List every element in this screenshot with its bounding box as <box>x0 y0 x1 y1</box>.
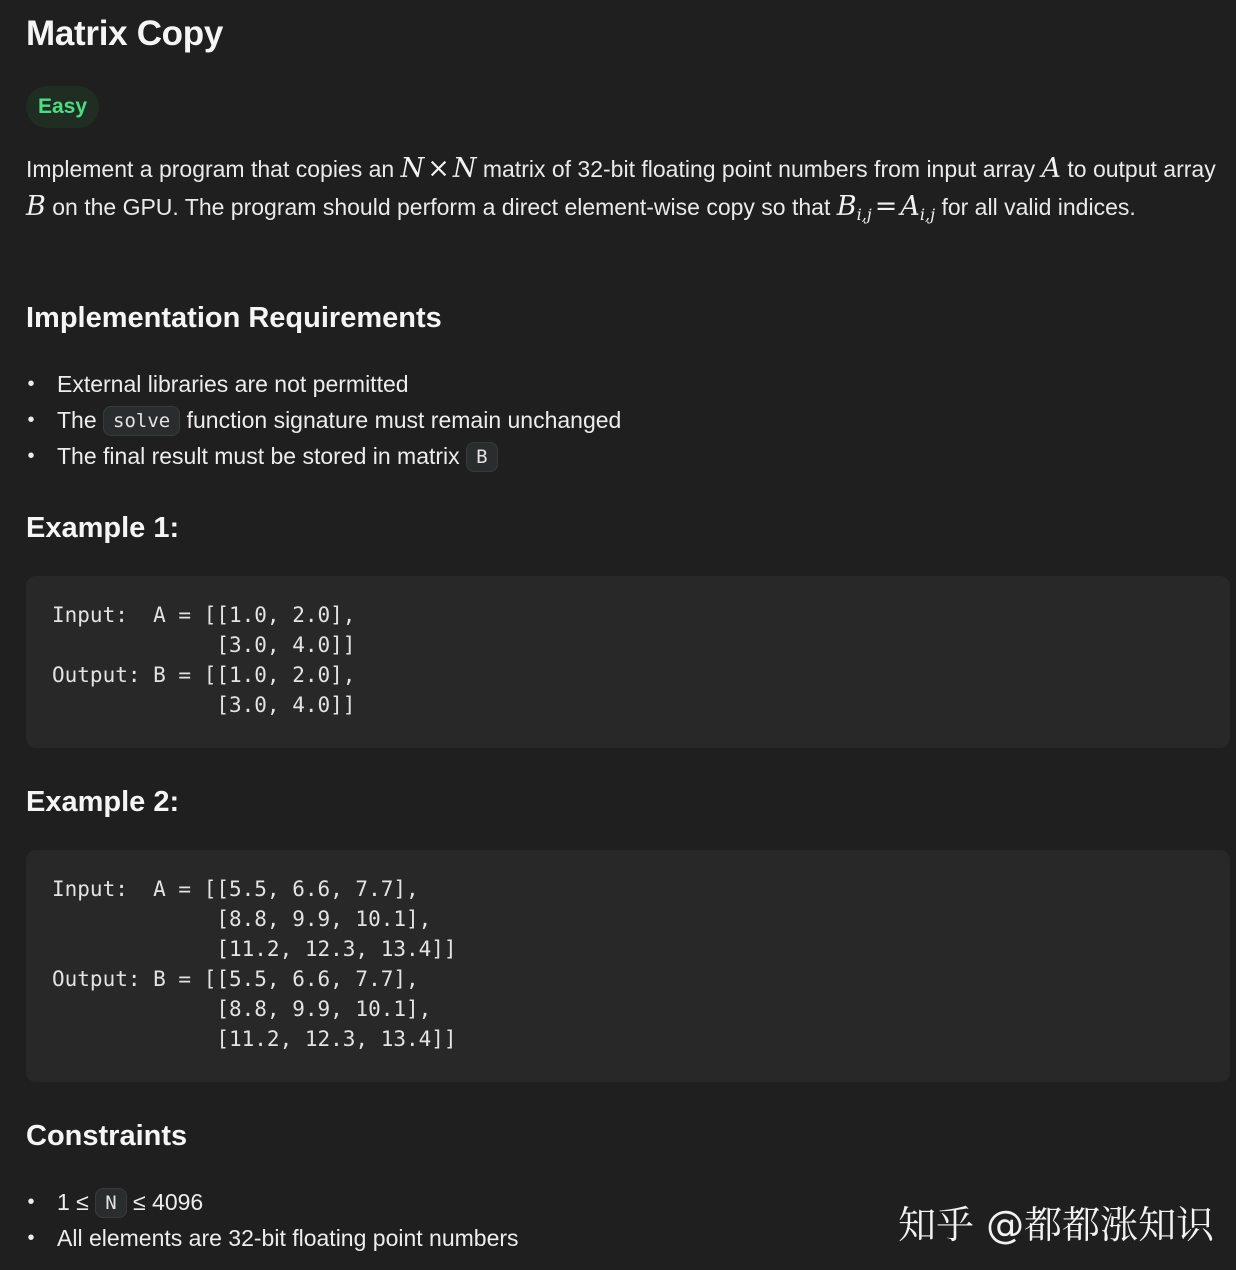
description-text: on the GPU. The program should perform a direct element-wise copy so that <box>45 194 837 220</box>
bullet-icon: • <box>27 409 35 431</box>
list-item: • The final result must be stored in matrix B <box>26 438 621 474</box>
list-item: • 1 ≤ N ≤ 4096 <box>26 1184 519 1220</box>
list-item: • All elements are 32-bit floating point numbers <box>26 1220 519 1256</box>
watermark: 知乎 @都都涨知识 <box>898 1203 1215 1247</box>
difficulty-badge: Easy <box>26 86 99 128</box>
example-2-codeblock <box>26 850 1230 1082</box>
constraints-list <box>26 1184 519 1256</box>
bullet-icon: • <box>27 1191 35 1213</box>
bullet-icon: • <box>27 445 35 467</box>
bullet-icon: • <box>27 373 35 395</box>
inline-code: N <box>95 1188 126 1218</box>
problem-description <box>26 150 1226 234</box>
requirements-heading: Implementation Requirements <box>26 302 442 334</box>
math-n: N × N <box>400 153 477 184</box>
description-text: for all valid indices. <box>935 194 1136 220</box>
example-2-code: Input: A = [[5.5, 6.6, 7.7], [8.8, 9.9, 10.1], [11.2, 12.3, 13.4]] Output: B = [[5.5, 6.6, 7.7], [8.8, 9.9, 10.1], [11.2, 12.3, 13.4]] <box>52 877 457 1051</box>
example-1-codeblock <box>26 576 1230 748</box>
description-text: matrix of 32-bit floating point numbers from input array <box>476 156 1042 182</box>
constraints-heading: Constraints <box>26 1120 188 1152</box>
math-equation: $B_{i,j} = A_{i,j}$ <box>836 191 936 224</box>
example-1-code: Input: A = [[1.0, 2.0], [3.0, 4.0]] Output: B = [[1.0, 2.0], [3.0, 4.0]] <box>52 603 356 717</box>
math-b: B <box>26 191 46 222</box>
bullet-icon: • <box>27 1227 35 1249</box>
math-a: A <box>1041 153 1061 184</box>
example-1-heading: Example 1: <box>26 512 180 544</box>
description-text: Implement a program that copies an <box>26 156 401 182</box>
list-item: • The solve function signature must remain unchanged <box>26 402 621 438</box>
description-text: to output array <box>1061 156 1216 182</box>
page-title: Matrix Copy <box>26 14 224 53</box>
inline-code: B <box>466 442 497 472</box>
example-2-heading: Example 2: <box>26 786 180 818</box>
requirements-list <box>26 366 621 474</box>
inline-code: solve <box>103 406 180 436</box>
list-item: • External libraries are not permitted <box>26 366 621 402</box>
